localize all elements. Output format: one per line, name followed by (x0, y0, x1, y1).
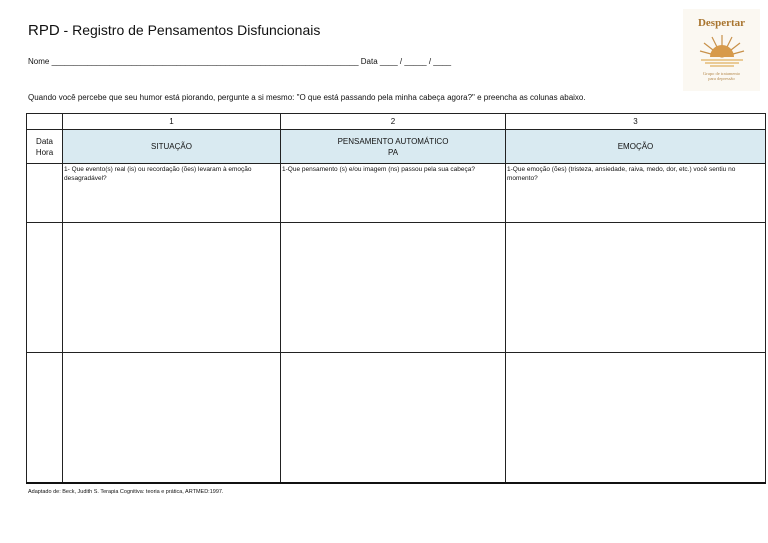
header-data-hora: Data Hora (27, 130, 63, 164)
instruction-text: Quando você percebe que seu humor está piorando, pergunte a si mesmo: "O que está passando pela minha cabeça agora?" e preencha as colunas abaixo. (28, 93, 586, 102)
emocao-question-cell[interactable]: 1-Que emoção (ões) (tristeza, ansiedade, raiva, medo, dor, etc.) você sentiu no momento? (506, 164, 766, 223)
name-date-line[interactable]: Nome _____________________________________________________________________ Data ____ / _____ / ____ (28, 57, 452, 66)
date-cell[interactable] (27, 223, 63, 353)
source-footnote: Adaptado de: Beck, Judith S. Terapia Cognitiva: teoria e prática, ARTMED:1997. (28, 489, 224, 495)
pensamento-cell[interactable] (281, 353, 506, 484)
header-row (27, 130, 766, 164)
column-number-1: 1 (63, 114, 281, 130)
table-row (27, 164, 766, 223)
header-pensamento: PENSAMENTO AUTOMÁTICO PA (281, 130, 506, 164)
column-number-2: 2 (281, 114, 506, 130)
situacao-cell[interactable] (63, 223, 281, 353)
logo-brand: Despertar (697, 17, 746, 29)
column-number-3: 3 (506, 114, 766, 130)
pensamento-cell[interactable] (281, 223, 506, 353)
title-text: - Registro de Pensamentos Disfuncionais (59, 22, 321, 38)
emocao-cell[interactable] (506, 223, 766, 353)
date-cell[interactable] (27, 164, 63, 223)
page-title (28, 22, 320, 39)
date-cell[interactable] (27, 353, 63, 484)
table-row (27, 353, 766, 484)
situacao-question-cell[interactable]: 1- Que evento(s) real (is) ou recordação (ões) levaram à emoção desagradável? (63, 164, 281, 223)
number-cell-empty (27, 114, 63, 130)
pensamento-question-cell[interactable]: 1-Que pensamento (s) e/ou imagem (ns) passou pela sua cabeça? (281, 164, 506, 223)
header-emocao: EMOÇÃO (506, 130, 766, 164)
column-number-row (27, 114, 766, 130)
situacao-cell[interactable] (63, 353, 281, 484)
emocao-cell[interactable] (506, 353, 766, 484)
table-row (27, 223, 766, 353)
title-prefix: RPD (28, 22, 60, 39)
logo-tagline: Grupo de tratamento para depressão (702, 71, 741, 81)
despertar-logo (683, 9, 760, 91)
sunrise-icon (697, 31, 747, 67)
header-situacao: SITUAÇÃO (63, 130, 281, 164)
thought-record-table (26, 113, 766, 484)
